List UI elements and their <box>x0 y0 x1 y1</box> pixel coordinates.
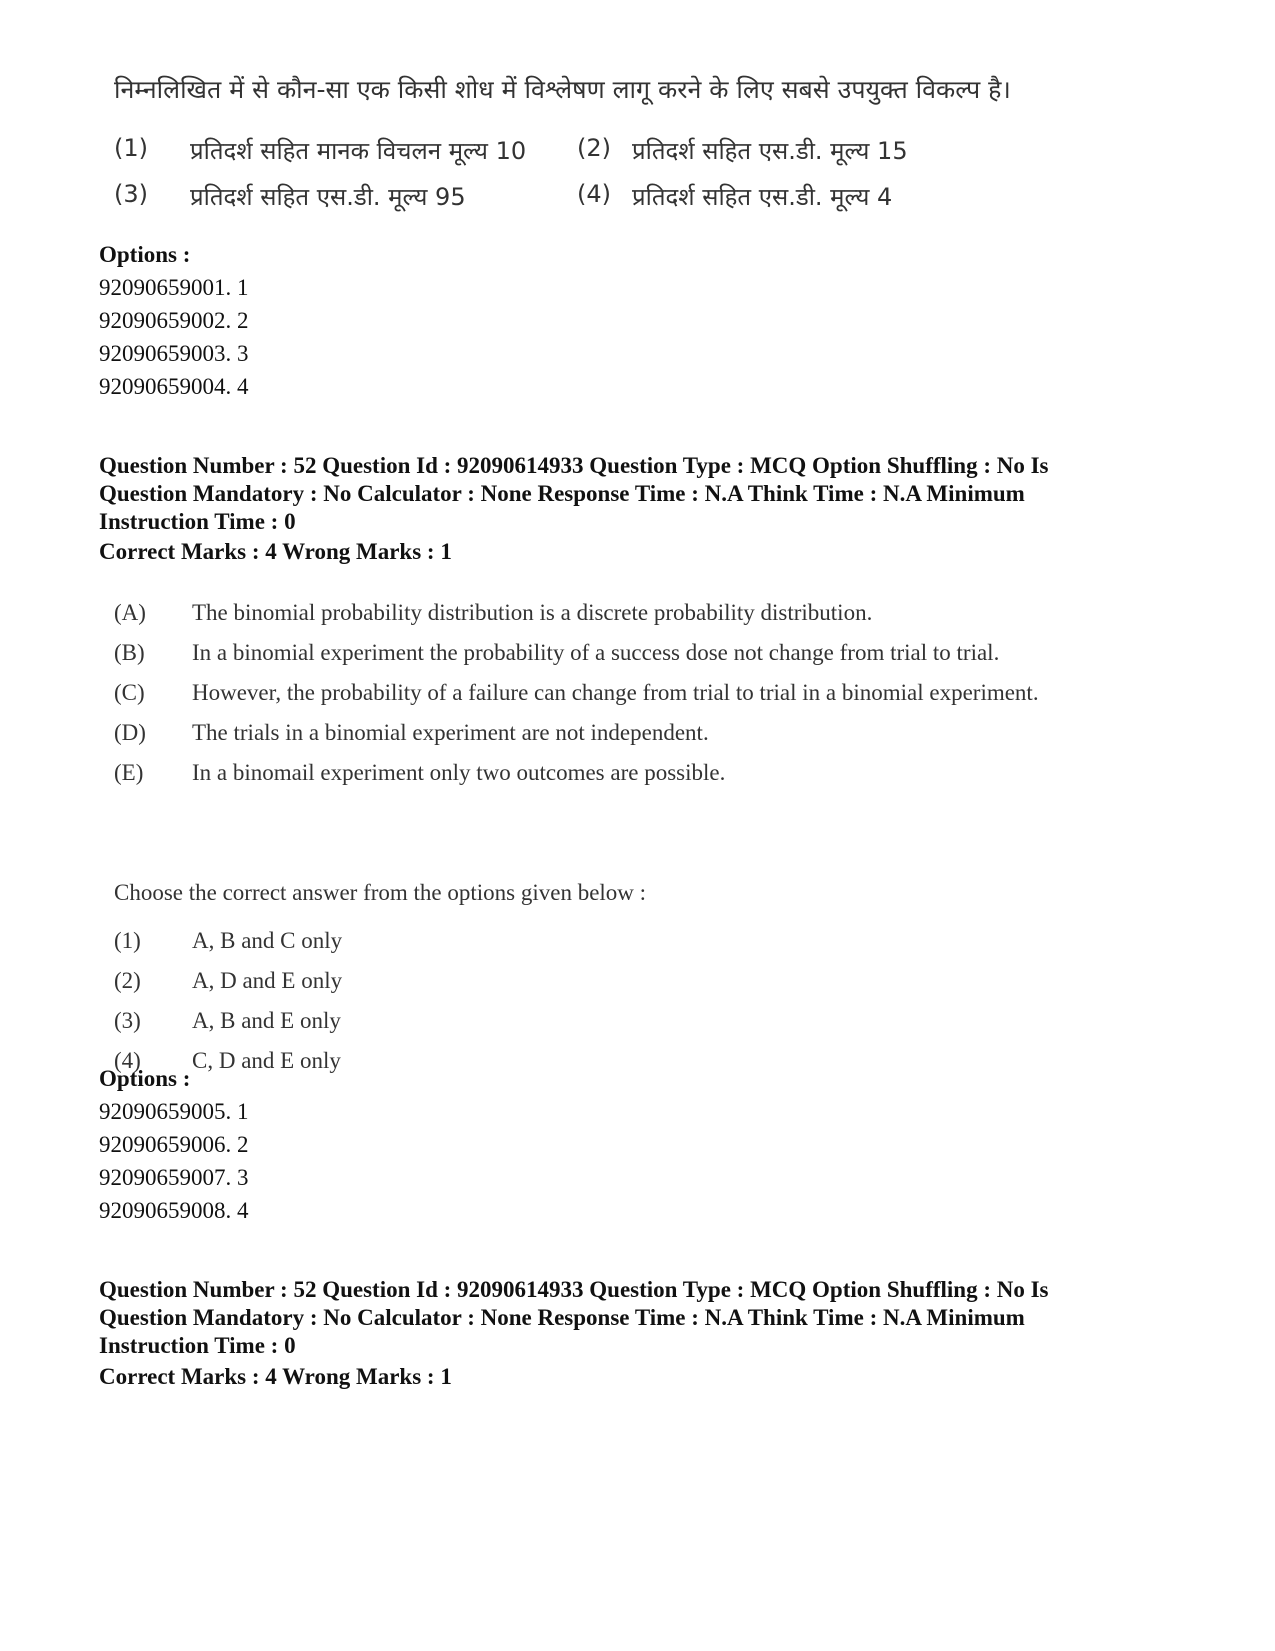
question-meta-line: Question Mandatory : No Calculator : None Response Time : N.A Think Time : N.A Minimum <box>99 1305 1025 1330</box>
question-meta-line: Question Number : 52 Question Id : 92090614933 Question Type : MCQ Option Shuffling : No Is <box>99 453 1049 478</box>
answer-number: (1) <box>114 928 141 953</box>
hindi-choice-number: (4) <box>577 180 611 208</box>
statement-text: The binomial probability distribution is a discrete probability distribution. <box>192 600 873 625</box>
answer-number: (4) <box>114 1048 141 1073</box>
answer-item <box>114 928 342 968</box>
hindi-question-text: निम्नलिखित में से कौन-सा एक किसी शोध में विश्लेषण लागू करने के लिए सबसे उपयुक्त विकल्प है। <box>114 75 1011 104</box>
instruction-text: Choose the correct answer from the options given below : <box>114 880 647 905</box>
option-item: 92090659005. 1 <box>99 1099 249 1124</box>
statement-label: (D) <box>114 720 146 745</box>
statement-label: (C) <box>114 680 145 705</box>
statement-item <box>114 758 1104 787</box>
question-meta-line: Question Number : 52 Question Id : 92090614933 Question Type : MCQ Option Shuffling : No Is <box>99 1277 1049 1302</box>
hindi-choice-number: (2) <box>577 134 611 162</box>
question-meta <box>99 452 1179 536</box>
statement-list <box>114 598 1104 798</box>
statement-label: (E) <box>114 760 144 785</box>
hindi-choice-row <box>114 134 1174 174</box>
options-label: Options : <box>99 242 191 267</box>
options-block <box>99 238 249 403</box>
statement-label: (B) <box>114 640 145 665</box>
answer-text: A, D and E only <box>192 968 343 993</box>
statement-item <box>114 718 1104 747</box>
option-item: 92090659001. 1 <box>99 275 249 300</box>
options-label: Options : <box>99 1066 191 1091</box>
answer-number: (2) <box>114 968 141 993</box>
hindi-choice-row <box>114 180 1174 220</box>
hindi-choice-text: प्रतिदर्श सहित एस.डी. मूल्य 95 <box>190 183 466 211</box>
statement-text: However, the probability of a failure can change from trial to trial in a binomial experiment. <box>192 680 1039 705</box>
statement-item <box>114 678 1104 707</box>
options-block <box>99 1062 249 1227</box>
hindi-choice-number: (3) <box>114 180 148 208</box>
answer-item <box>114 1008 342 1048</box>
hindi-choice-text: प्रतिदर्श सहित मानक विचलन मूल्य 10 <box>190 137 527 165</box>
marks-info: Correct Marks : 4 Wrong Marks : 1 <box>99 539 452 564</box>
option-item: 92090659007. 3 <box>99 1165 249 1190</box>
option-item: 92090659006. 2 <box>99 1132 249 1157</box>
hindi-choice-number: (1) <box>114 134 148 162</box>
answer-text: C, D and E only <box>192 1048 341 1073</box>
statement-text: The trials in a binomial experiment are not independent. <box>192 720 709 745</box>
statement-text: In a binomial experiment the probability of a success dose not change from trial to trial. <box>192 640 1000 665</box>
statement-text: In a binomail experiment only two outcomes are possible. <box>192 760 726 785</box>
statement-item <box>114 638 1104 667</box>
option-item: 92090659002. 2 <box>99 308 249 333</box>
hindi-choice-text: प्रतिदर्श सहित एस.डी. मूल्य 4 <box>632 183 893 211</box>
question-meta <box>99 1276 1179 1360</box>
question-meta-line: Instruction Time : 0 <box>99 509 296 534</box>
option-item: 92090659003. 3 <box>99 341 249 366</box>
answer-item <box>114 968 342 1008</box>
answer-text: A, B and C only <box>192 928 343 953</box>
statement-item <box>114 598 1104 627</box>
question-meta-line: Question Mandatory : No Calculator : None Response Time : N.A Think Time : N.A Minimum <box>99 481 1025 506</box>
answer-number: (3) <box>114 1008 141 1033</box>
option-item: 92090659004. 4 <box>99 374 249 399</box>
question-meta-line: Instruction Time : 0 <box>99 1333 296 1358</box>
option-item: 92090659008. 4 <box>99 1198 249 1223</box>
statement-label: (A) <box>114 600 146 625</box>
marks-info: Correct Marks : 4 Wrong Marks : 1 <box>99 1364 452 1389</box>
hindi-choice-text: प्रतिदर्श सहित एस.डी. मूल्य 15 <box>632 137 908 165</box>
answer-text: A, B and E only <box>192 1008 341 1033</box>
